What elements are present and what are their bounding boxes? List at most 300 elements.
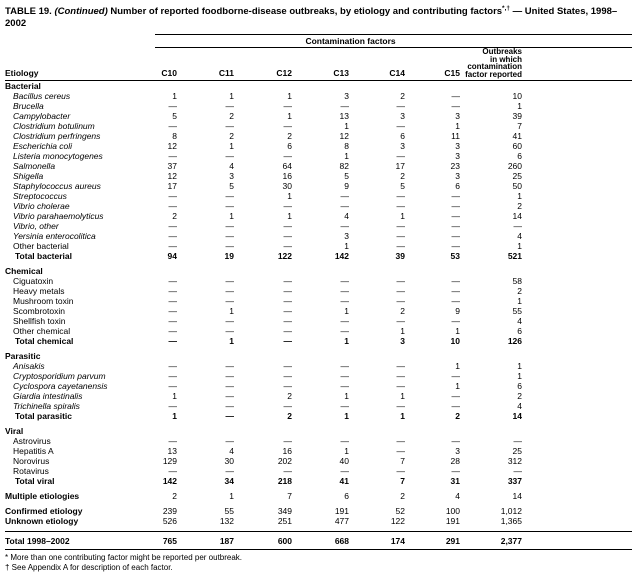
value-cell: 1: [287, 91, 292, 102]
value-cell: 2: [400, 491, 405, 502]
row-spacer-cell: [526, 131, 632, 141]
row-spacer-cell: [526, 191, 632, 201]
value-cell: 1: [287, 191, 292, 202]
value-cell: —: [225, 361, 234, 372]
value-cell: 239: [162, 506, 177, 517]
value-cell: 11: [451, 131, 460, 142]
row-vibrio-cholerae: [5, 201, 632, 211]
value-cell: —: [168, 336, 177, 347]
value-cell: 4: [517, 401, 522, 412]
table-title: [5, 6, 634, 29]
etiology-label: Streptococcus: [13, 191, 67, 202]
value-cell: —: [451, 286, 460, 297]
value-cell: —: [283, 296, 292, 307]
value-cell: 521: [507, 251, 522, 262]
value-cell: 187: [181, 532, 238, 550]
value-cell: 1: [400, 411, 405, 422]
value-cell: 34: [224, 476, 234, 487]
outbreaks-header-line: Outbreaks: [482, 47, 522, 56]
value-cell: 142: [334, 251, 349, 262]
value-cell: —: [225, 316, 234, 327]
outbreaks-header-line: contamination: [467, 62, 522, 72]
value-cell: [464, 81, 526, 92]
value-cell: —: [283, 306, 292, 317]
value-cell: 668: [296, 532, 353, 550]
etiology-column-header: Etiology: [5, 48, 155, 81]
value-cell: —: [283, 101, 292, 112]
row-astrovirus: [5, 436, 632, 446]
row-spacer-cell: [526, 121, 632, 131]
value-cell: 6: [455, 181, 460, 192]
value-cell: —: [168, 296, 177, 307]
row-staphylococcus-aureus: [5, 181, 632, 191]
value-cell: 9: [455, 306, 460, 317]
value-cell: —: [283, 371, 292, 382]
group-header-row: [5, 35, 632, 48]
row-spacer-cell: [526, 141, 632, 151]
row-spacer-cell: [526, 91, 632, 101]
row-spacer-cell: [526, 336, 632, 346]
value-cell: —: [283, 121, 292, 132]
column-header-c13: C13: [296, 48, 353, 81]
value-cell: —: [168, 466, 177, 477]
value-cell: 2,377: [464, 532, 526, 550]
value-cell: —: [168, 191, 177, 202]
value-cell: —: [340, 286, 349, 297]
row-total-bacterial: [5, 251, 632, 261]
value-cell: [409, 266, 464, 276]
value-cell: 3: [400, 336, 405, 347]
value-cell: 1: [455, 381, 460, 392]
value-cell: 4: [455, 491, 460, 502]
value-cell: 2: [172, 211, 177, 222]
value-cell: —: [283, 361, 292, 372]
value-cell: 19: [224, 251, 234, 262]
value-cell: —: [396, 201, 405, 212]
etiology-label: Total chemical: [15, 336, 74, 347]
etiology-label: Confirmed etiology: [5, 506, 83, 517]
value-cell: —: [451, 371, 460, 382]
value-cell: —: [168, 241, 177, 252]
row-scombrotoxin: [5, 306, 632, 316]
value-cell: 1: [172, 411, 177, 422]
value-cell: 122: [277, 251, 292, 262]
etiology-label: Vibrio parahaemolyticus: [13, 211, 104, 222]
row-cryptosporidium-parvum: [5, 371, 632, 381]
value-cell: —: [225, 391, 234, 402]
value-cell: 2: [400, 91, 405, 102]
value-cell: —: [168, 151, 177, 162]
value-cell: 3: [344, 231, 349, 242]
value-cell: 100: [445, 506, 460, 517]
value-cell: 2: [287, 131, 292, 142]
value-cell: 6: [287, 141, 292, 152]
value-cell: —: [225, 466, 234, 477]
value-cell: 3: [344, 91, 349, 102]
value-cell: 1: [517, 241, 522, 252]
value-cell: [155, 266, 181, 276]
value-cell: 1: [517, 296, 522, 307]
value-cell: [155, 426, 181, 436]
column-header-c14: C14: [353, 48, 409, 81]
value-cell: 12: [339, 131, 349, 142]
etiology-label: Viral: [5, 426, 24, 437]
value-cell: 5: [400, 181, 405, 192]
row-other-bacterial: [5, 241, 632, 251]
value-cell: —: [168, 121, 177, 132]
value-cell: —: [168, 221, 177, 232]
value-cell: 50: [512, 181, 522, 192]
value-cell: —: [396, 466, 405, 477]
value-cell: 2: [517, 286, 522, 297]
value-cell: —: [451, 231, 460, 242]
value-cell: —: [340, 401, 349, 412]
value-cell: [181, 426, 238, 436]
value-cell: 3: [455, 141, 460, 152]
column-header-c11: C11: [181, 48, 238, 81]
value-cell: [409, 81, 464, 92]
row-spacer-cell: [526, 491, 632, 501]
row-spacer-cell: [526, 476, 632, 486]
value-cell: [296, 266, 353, 276]
row-unknown-etiology: [5, 516, 632, 526]
header-spacer: [526, 48, 632, 81]
value-cell: [238, 426, 296, 436]
value-cell: —: [396, 296, 405, 307]
value-cell: 1: [344, 336, 349, 347]
row-spacer-cell: [526, 466, 632, 476]
etiology-label: Rotavirus: [13, 466, 49, 477]
value-cell: —: [396, 436, 405, 447]
value-cell: —: [340, 101, 349, 112]
row-spacer-cell: [526, 532, 632, 550]
value-cell: 2: [400, 171, 405, 182]
row-cyclospora-cayetanensis: [5, 381, 632, 391]
value-cell: 1: [344, 411, 349, 422]
etiology-label: Clostridium perfringens: [13, 131, 101, 142]
title-region-years: — United States, 1998–2002: [5, 6, 618, 29]
value-cell: 2: [517, 391, 522, 402]
value-cell: 41: [512, 131, 522, 142]
value-cell: 82: [339, 161, 349, 172]
value-cell: —: [340, 361, 349, 372]
value-cell: —: [225, 101, 234, 112]
row-confirmed-etiology: [5, 506, 632, 516]
value-cell: 5: [229, 181, 234, 192]
row-spacer-cell: [526, 211, 632, 221]
value-cell: 7: [517, 121, 522, 132]
title-text: Number of reported foodborne-disease outbreaks, by etiology and contributing factors: [110, 6, 503, 17]
value-cell: —: [168, 436, 177, 447]
value-cell: 1: [455, 361, 460, 372]
value-cell: —: [225, 401, 234, 412]
row-brucella: [5, 101, 632, 111]
etiology-label: Hepatitis A: [13, 446, 54, 457]
row-spacer-cell: [526, 516, 632, 526]
row-spacer-cell: [526, 326, 632, 336]
value-cell: —: [396, 276, 405, 287]
row-anisakis: [5, 361, 632, 371]
value-cell: —: [225, 276, 234, 287]
row-spacer-cell: [526, 161, 632, 171]
value-cell: 2: [229, 131, 234, 142]
table-body: [5, 81, 632, 550]
etiology-label: Scombrotoxin: [13, 306, 65, 317]
value-cell: 1: [172, 391, 177, 402]
value-cell: 2: [287, 411, 292, 422]
value-cell: 218: [277, 476, 292, 487]
row-spacer-cell: [526, 456, 632, 466]
value-cell: —: [451, 191, 460, 202]
value-cell: —: [168, 361, 177, 372]
value-cell: 1: [455, 326, 460, 337]
value-cell: —: [225, 371, 234, 382]
row-spacer-cell: [526, 316, 632, 326]
value-cell: 1,365: [500, 516, 522, 527]
value-cell: 526: [162, 516, 177, 527]
value-cell: 14: [512, 491, 522, 502]
value-cell: [238, 81, 296, 92]
value-cell: [238, 351, 296, 361]
column-header-c12: C12: [238, 48, 296, 81]
value-cell: 3: [455, 111, 460, 122]
row-spacer-cell: [526, 81, 632, 92]
foodborne-outbreaks-table: [5, 34, 632, 550]
etiology-label: Shigella: [13, 171, 44, 182]
value-cell: 10: [512, 91, 522, 102]
row-spacer-cell: [526, 436, 632, 446]
row-viral: [5, 426, 632, 436]
value-cell: [409, 426, 464, 436]
outbreaks-reported-column-header: [464, 48, 526, 81]
row-total-chemical: [5, 336, 632, 346]
value-cell: 10: [450, 336, 460, 347]
value-cell: —: [225, 191, 234, 202]
value-cell: —: [283, 151, 292, 162]
row-spacer-cell: [526, 381, 632, 391]
row-spacer-cell: [526, 231, 632, 241]
etiology-label: Ciguatoxin: [13, 276, 54, 287]
value-cell: —: [283, 231, 292, 242]
value-cell: 39: [395, 251, 405, 262]
value-cell: 13: [339, 111, 349, 122]
value-cell: —: [396, 121, 405, 132]
value-cell: —: [283, 326, 292, 337]
value-cell: 17: [395, 161, 405, 172]
value-cell: —: [168, 381, 177, 392]
value-cell: 30: [224, 456, 234, 467]
continued-marker: (Continued): [54, 6, 108, 17]
etiology-label: Total parasitic: [15, 411, 72, 422]
etiology-label: Mushroom toxin: [13, 296, 74, 307]
value-cell: 6: [517, 381, 522, 392]
value-cell: —: [168, 231, 177, 242]
value-cell: —: [451, 391, 460, 402]
value-cell: 16: [282, 446, 292, 457]
value-cell: —: [451, 316, 460, 327]
etiology-label: Vibrio, other: [13, 221, 59, 232]
value-cell: 5: [172, 111, 177, 122]
row-spacer-cell: [526, 181, 632, 191]
value-cell: 2: [287, 391, 292, 402]
column-header-row: [5, 48, 632, 81]
value-cell: 30: [282, 181, 292, 192]
value-cell: —: [451, 91, 460, 102]
value-cell: 12: [167, 171, 177, 182]
value-cell: —: [451, 241, 460, 252]
row-vibrio-other: [5, 221, 632, 231]
value-cell: —: [283, 201, 292, 212]
value-cell: —: [340, 276, 349, 287]
value-cell: 1: [517, 101, 522, 112]
value-cell: —: [225, 241, 234, 252]
outbreaks-header-line: in which: [490, 54, 522, 64]
value-cell: 8: [172, 131, 177, 142]
value-cell: 1: [517, 191, 522, 202]
row-bacillus-cereus: [5, 91, 632, 101]
etiology-label: Norovirus: [13, 456, 50, 467]
value-cell: 64: [282, 161, 292, 172]
value-cell: —: [396, 191, 405, 202]
value-cell: 3: [455, 151, 460, 162]
value-cell: 2: [455, 411, 460, 422]
value-cell: 1: [229, 141, 234, 152]
value-cell: 39: [512, 111, 522, 122]
value-cell: 4: [344, 211, 349, 222]
value-cell: —: [225, 121, 234, 132]
etiology-label: Parasitic: [5, 351, 41, 362]
row-trichinella-spiralis: [5, 401, 632, 411]
row-spacer-cell: [526, 241, 632, 251]
etiology-label: Vibrio cholerae: [13, 201, 70, 212]
value-cell: [155, 81, 181, 92]
row-spacer-cell: [526, 221, 632, 231]
value-cell: 251: [277, 516, 292, 527]
row-spacer-cell: [526, 276, 632, 286]
etiology-label: Total bacterial: [15, 251, 72, 262]
value-cell: 312: [507, 456, 522, 467]
etiology-label: Yersinia enterocolitica: [13, 231, 96, 242]
value-cell: 7: [287, 491, 292, 502]
etiology-label: Shellfish toxin: [13, 316, 66, 327]
etiology-label: Listeria monocytogenes: [13, 151, 103, 162]
column-header-c15: C15: [409, 48, 464, 81]
value-cell: 6: [517, 151, 522, 162]
value-cell: 4: [229, 161, 234, 172]
value-cell: —: [340, 191, 349, 202]
value-cell: 13: [167, 446, 177, 457]
value-cell: 94: [167, 251, 177, 262]
value-cell: 7: [400, 456, 405, 467]
value-cell: 1: [344, 391, 349, 402]
value-cell: —: [283, 336, 292, 347]
value-cell: [353, 426, 409, 436]
value-cell: 14: [512, 211, 522, 222]
contamination-factors-spanner: Contamination factors: [155, 35, 632, 48]
value-cell: —: [451, 466, 460, 477]
value-cell: —: [340, 316, 349, 327]
value-cell: 2: [172, 491, 177, 502]
outbreaks-header-line: factor reported: [465, 69, 522, 79]
row-multiple-etiologies: [5, 491, 632, 501]
value-cell: [409, 351, 464, 361]
footnote-asterisk: * More than one contributing factor might be reported per outbreak.: [5, 553, 243, 563]
etiology-label: Bacillus cereus: [13, 91, 71, 102]
value-cell: [353, 81, 409, 92]
row-spacer-cell: [526, 391, 632, 401]
value-cell: 765: [155, 532, 181, 550]
value-cell: 2: [517, 201, 522, 212]
value-cell: —: [225, 231, 234, 242]
value-cell: 1: [344, 151, 349, 162]
value-cell: —: [396, 241, 405, 252]
value-cell: 1: [229, 491, 234, 502]
row-norovirus: [5, 456, 632, 466]
value-cell: —: [225, 286, 234, 297]
value-cell: 126: [507, 336, 522, 347]
row-spacer-cell: [526, 351, 632, 361]
value-cell: —: [168, 101, 177, 112]
value-cell: 1: [229, 306, 234, 317]
etiology-label: Escherichia coli: [13, 141, 73, 152]
value-cell: —: [340, 296, 349, 307]
value-cell: —: [340, 201, 349, 212]
value-cell: 3: [400, 141, 405, 152]
etiology-label: Brucella: [13, 101, 44, 112]
row-ciguatoxin: [5, 276, 632, 286]
value-cell: 600: [238, 532, 296, 550]
value-cell: 1: [344, 241, 349, 252]
value-cell: —: [396, 231, 405, 242]
value-cell: [181, 266, 238, 276]
row-other-chemical: [5, 326, 632, 336]
row-bacterial: [5, 81, 632, 92]
value-cell: —: [168, 401, 177, 412]
value-cell: —: [340, 466, 349, 477]
value-cell: —: [451, 401, 460, 412]
value-cell: 6: [517, 326, 522, 337]
value-cell: —: [168, 306, 177, 317]
value-cell: —: [225, 221, 234, 232]
value-cell: 3: [455, 171, 460, 182]
value-cell: —: [396, 151, 405, 162]
value-cell: —: [513, 466, 522, 477]
value-cell: [353, 351, 409, 361]
value-cell: 23: [450, 161, 460, 172]
row-spacer-cell: [526, 506, 632, 516]
value-cell: —: [451, 276, 460, 287]
row-spacer-cell: [526, 201, 632, 211]
row-yersinia-enterocolitica: [5, 231, 632, 241]
value-cell: —: [283, 316, 292, 327]
value-cell: 60: [512, 141, 522, 152]
value-cell: 191: [445, 516, 460, 527]
value-cell: 14: [512, 411, 522, 422]
value-cell: —: [513, 436, 522, 447]
value-cell: 337: [507, 476, 522, 487]
value-cell: —: [451, 101, 460, 112]
value-cell: 260: [507, 161, 522, 172]
value-cell: —: [168, 371, 177, 382]
value-cell: —: [283, 286, 292, 297]
etiology-label: Total 1998–2002: [5, 532, 155, 550]
value-cell: 477: [334, 516, 349, 527]
row-spacer-cell: [526, 286, 632, 296]
value-cell: 4: [229, 446, 234, 457]
etiology-label: Heavy metals: [13, 286, 65, 297]
etiology-label: Cyclospora cayetanensis: [13, 381, 108, 392]
value-cell: 40: [339, 456, 349, 467]
